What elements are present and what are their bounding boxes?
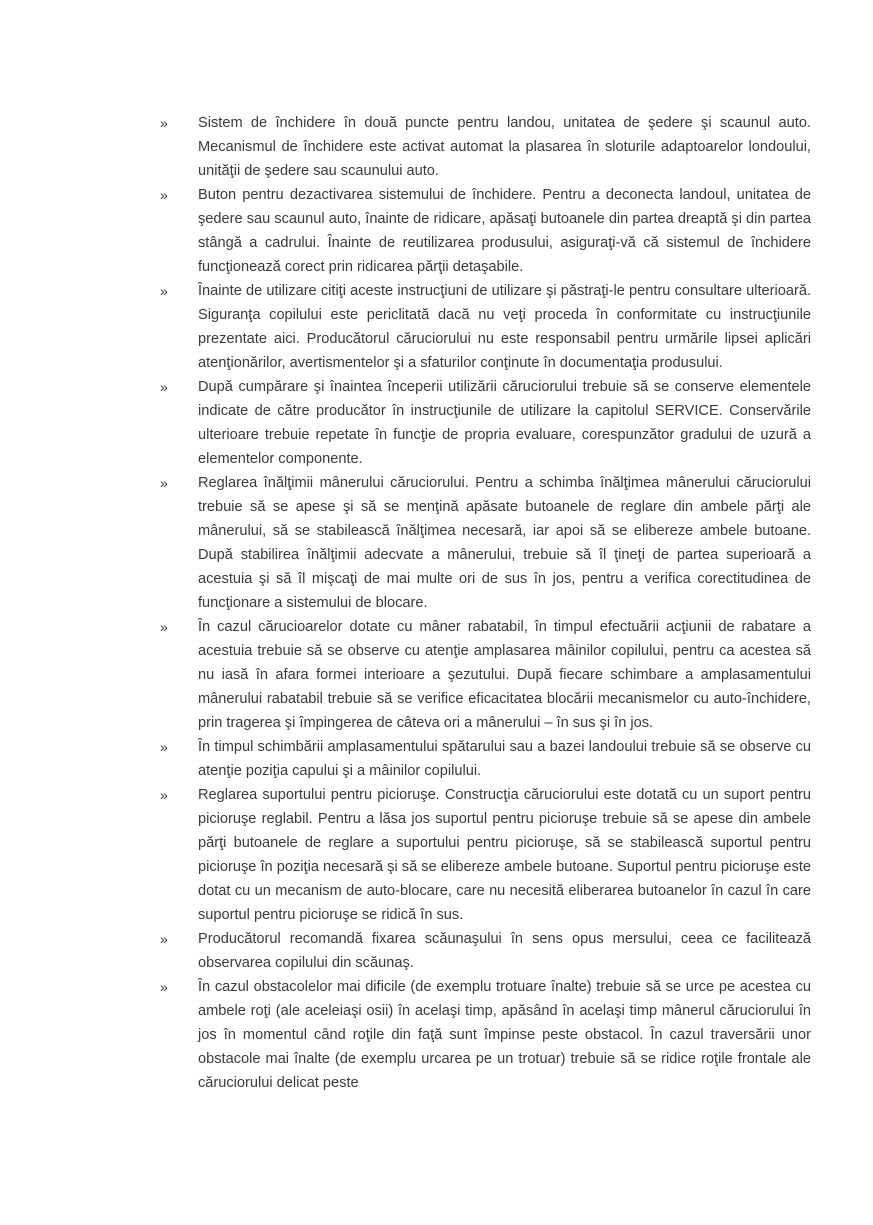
list-item [158,927,811,975]
list-item [158,735,811,783]
bullet-marker: » [160,619,168,635]
list-item-text: În cazul obstacolelor mai dificile (de exemplu trotuare înalte) trebuie să se urce pe acestea cu ambele roţi (ale aceleiaşi osii) în acelaşi timp, apăsând în acelaşi timp mânerul căruciorului în jos în momentul când roţile din faţă sunt împinse peste obstacol. În cazul traversării unor obstacole mai înalte (de exemplu urcarea pe un trotuar) trebuie să se ridice roţile frontale ale căruciorului delicat peste [198,979,811,1091]
list-item [158,111,811,183]
instruction-list [158,111,811,1095]
list-item-text: Buton pentru dezactivarea sistemului de închidere. Pentru a deconecta landoul, unitatea de şedere sau scaunul auto, înainte de ridicare, apăsaţi butoanele din partea dreaptă şi din partea stângă a cadrului. Înainte de reutilizarea produsului, asiguraţi-vă că sistemul de închidere funcţionează corect prin ridicarea părţii detaşabile. [198,187,811,275]
list-item [158,471,811,615]
list-item-text: Reglarea suportului pentru picioruşe. Construcţia căruciorului este dotată cu un suport pentru picioruşe reglabil. Pentru a lăsa jos suportul pentru picioruşe trebuie să se apese din ambele părţi butoanele de reglare a suportului pentru picioruşe, să se stabilească suportul pentru picioruşe în poziţia necesară şi să se elibereze ambele butoane. Suportul pentru picioruşe este dotat cu un mecanism de auto-blocare, care nu necesită eliberarea butoanelor în cazul în care suportul pentru picioruşe se ridică în sus. [198,787,811,923]
bullet-marker: » [160,931,168,947]
list-item-text: În timpul schimbării amplasamentului spătarului sau a bazei landoului trebuie să se observe cu atenţie poziţia capului şi a mâinilor copilului. [198,739,811,779]
list-item [158,279,811,375]
bullet-marker: » [160,115,168,131]
bullet-marker: » [160,475,168,491]
list-item [158,375,811,471]
list-item-text: Înainte de utilizare citiţi aceste instrucţiuni de utilizare şi păstraţi-le pentru consultare ulterioară. Siguranţa copilului este periclitată dacă nu veţi proceda în conformitate cu instrucţiunile prezentate aici. Producătorul căruciorului nu este responsabil pentru urmările lipsei aplicări atenţionărilor, avertismentelor şi a sfaturilor conţinute în documentaţia produsului. [198,283,811,371]
list-item-text: După cumpărare şi înaintea începerii utilizării căruciorului trebuie să se conserve elementele indicate de către producător în instrucţiunile de utilizare la capitolul SERVICE. Conservările ulterioare trebuie repetate în funcţie de propria evaluare, corespunzător gradului de uzură a elementelor componente. [198,379,811,467]
list-item-text: Sistem de închidere în două puncte pentru landou, unitatea de şedere şi scaunul auto. Mecanismul de închidere este activat automat la plasarea în sloturile adaptoarelor londoului, unităţii de şedere sau scaunului auto. [198,115,811,179]
list-item-text: Reglarea înălţimii mânerului căruciorului. Pentru a schimba înălţimea mânerului căruciorului trebuie să se apese şi să se menţină apăsate butoanele de reglare din ambele părţi ale mânerului, să se stabilească înălţimea necesară, iar apoi să se elibereze ambele butoane. După stabilirea înălţimii adecvate a mânerului, trebuie să îl ţineţi de partea superioară a acestuia şi să îl mişcaţi de mai multe ori de sus în jos, pentru a verifica corectitudinea de funcţionare a sistemului de blocare. [198,475,811,611]
bullet-marker: » [160,379,168,395]
bullet-marker: » [160,739,168,755]
bullet-marker: » [160,187,168,203]
list-item [158,183,811,279]
bullet-marker: » [160,283,168,299]
list-item-text: În cazul cărucioarelor dotate cu mâner rabatabil, în timpul efectuării acţiunii de rabatare a acestuia trebuie să se observe cu atenţie amplasarea mâinilor copilului, pentru ca acestea să nu iasă în afara formei interioare a şezutului. După fiecare schimbare a amplasamentului mânerului rabatabil trebuie să se verifice eficacitatea blocării mecanismelor cu auto-închidere, prin tragerea şi împingerea de câteva ori a mânerului – în sus şi în jos. [198,619,811,731]
list-item [158,615,811,735]
list-item [158,783,811,927]
bullet-marker: » [160,787,168,803]
list-item-text: Producătorul recomandă fixarea scăunaşului în sens opus mersului, ceea ce facilitează observarea copilului din scăunaş. [198,931,811,971]
bullet-marker: » [160,979,168,995]
list-item [158,975,811,1095]
